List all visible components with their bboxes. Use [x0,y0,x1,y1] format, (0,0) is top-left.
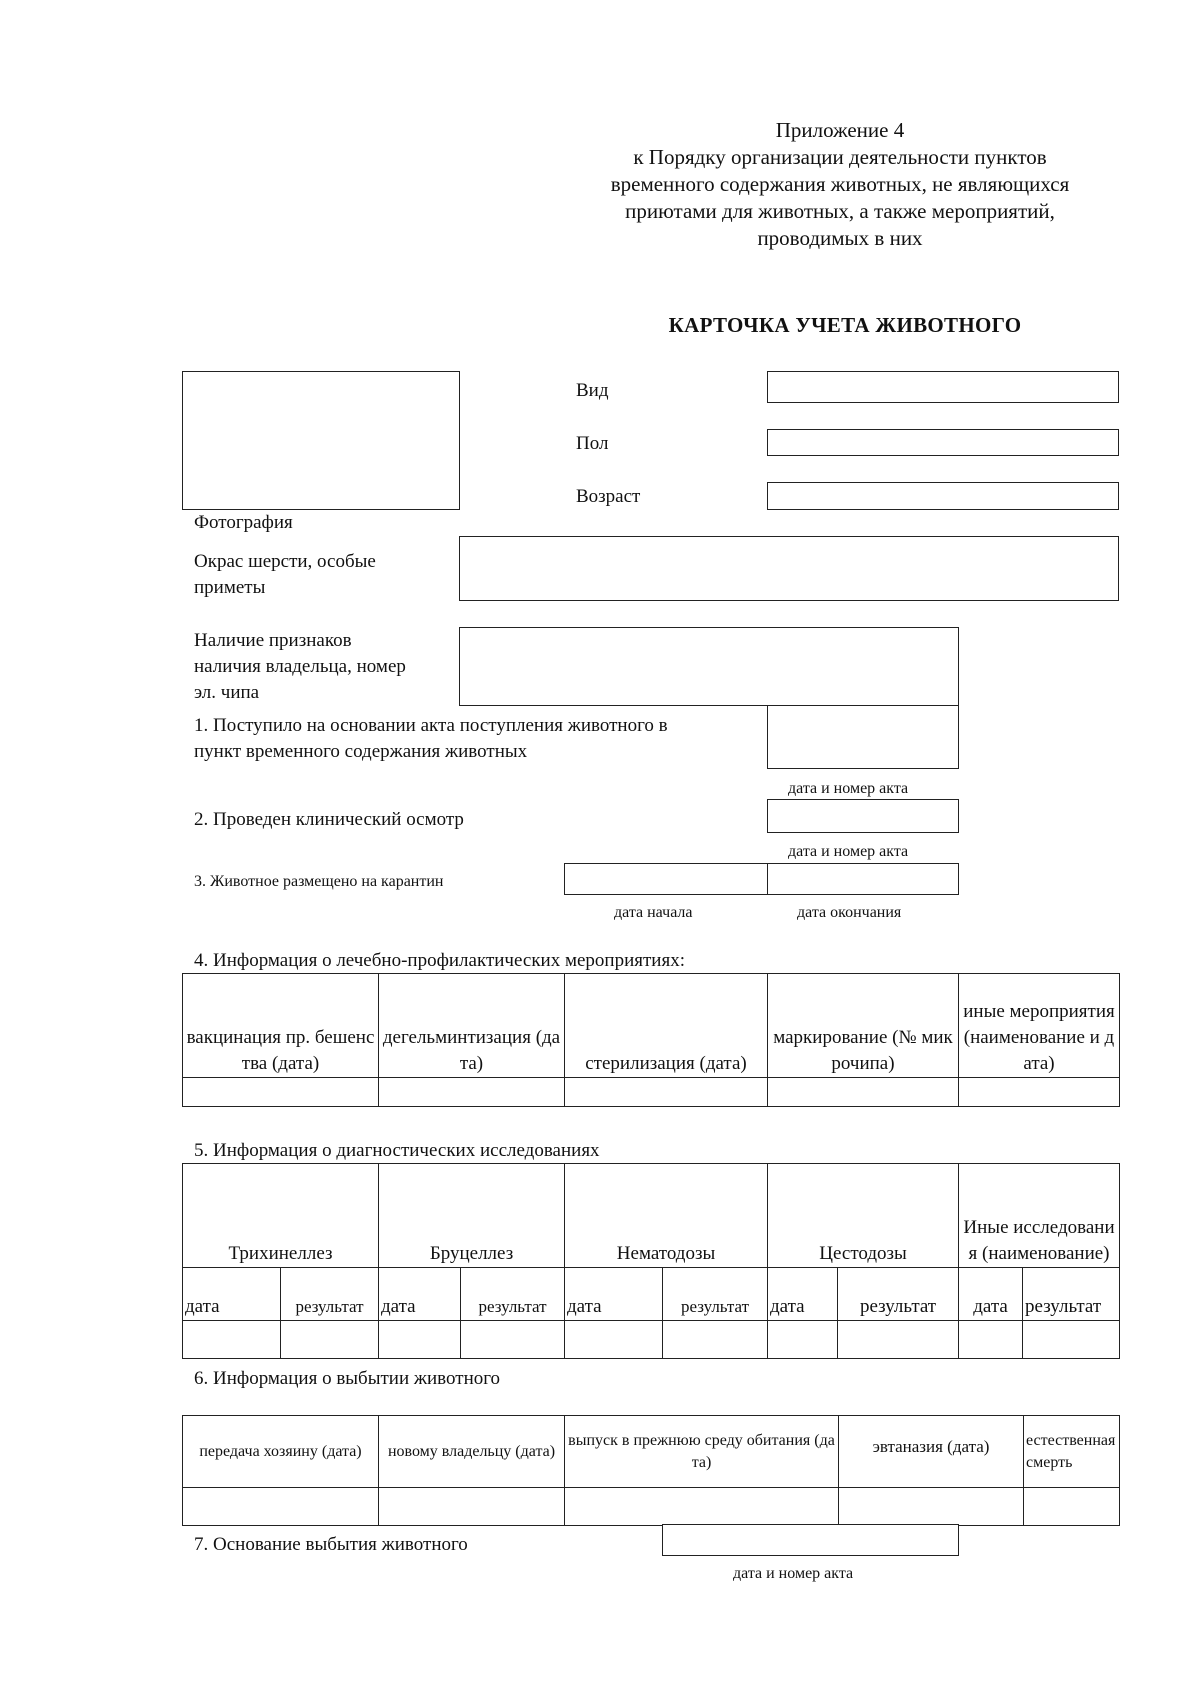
section-2-field[interactable] [767,799,959,833]
diagnostics-header: Бруцеллез [379,1164,565,1268]
disposal-header: выпуск в прежнюю среду обитания (дата) [565,1416,839,1488]
table-cell[interactable] [768,1321,838,1359]
diagnostics-header: Трихинеллез [183,1164,379,1268]
table-cell[interactable] [565,1078,768,1107]
coat-label-line: Окрас шерсти, особые [194,551,376,572]
section-1-text [194,713,668,765]
disposal-header: передача хозяину (дата) [183,1416,379,1488]
quarantine-end-caption: дата окончания [797,904,902,921]
section-7-caption: дата и номер акта [733,1565,854,1582]
age-label: Возраст [576,486,641,507]
subheader-date: дата [565,1268,663,1321]
age-field[interactable] [767,482,1119,510]
table-cell[interactable] [379,1078,565,1107]
table-cell[interactable] [183,1078,379,1107]
sex-field[interactable] [767,429,1119,456]
section-2-caption: дата и номер акта [788,843,909,860]
section-1-caption: дата и номер акта [788,780,909,797]
species-field[interactable] [767,371,1119,403]
section-4-title: 4. Информация о лечебно-профилактических мероприятиях: [194,950,685,971]
disposal-table [182,1415,1120,1526]
section-1-line: пункт временного содержания животных [194,741,528,762]
diagnostics-header: Иные исследования (наименование) [959,1164,1120,1268]
table-cell[interactable] [768,1078,959,1107]
treatment-header: дегельминтизация (дата) [379,974,565,1078]
quarantine-start-field[interactable] [564,863,768,895]
coat-label-line: приметы [194,577,266,598]
subheader-result: результат [1023,1268,1120,1321]
disposal-header: эвтаназия (дата) [839,1416,1024,1488]
table-cell[interactable] [839,1488,1024,1526]
appendix-line: проводимых в них [757,226,923,250]
section-5-title: 5. Информация о диагностических исследованиях [194,1140,600,1161]
table-cell[interactable] [838,1321,959,1359]
coat-field[interactable] [459,536,1119,601]
subheader-result: результат [281,1268,379,1321]
table-cell[interactable] [1023,1321,1120,1359]
diagnostics-table [182,1163,1120,1359]
table-cell[interactable] [565,1488,839,1526]
table-cell[interactable] [379,1321,461,1359]
appendix-line: временного содержания животных, не являющихся [610,172,1070,196]
owner-signs-line: наличия владельца, номер [194,656,406,677]
table-cell[interactable] [183,1321,281,1359]
section-7-text: 7. Основание выбытия животного [194,1534,468,1555]
owner-signs-line: эл. чипа [194,682,260,703]
treatment-table [182,973,1120,1107]
subheader-result: результат [838,1268,959,1321]
section-6-title: 6. Информация о выбытии животного [194,1368,501,1389]
owner-signs-line: Наличие признаков [194,630,352,651]
disposal-header: новому владельцу (дата) [379,1416,565,1488]
quarantine-end-field[interactable] [767,863,959,895]
table-cell[interactable] [281,1321,379,1359]
sex-label: Пол [576,433,609,454]
table-cell[interactable] [1024,1488,1120,1526]
coat-label [194,549,376,601]
subheader-date: дата [959,1268,1023,1321]
photo-label: Фотография [194,512,293,533]
appendix-line: приютами для животных, а также мероприятий, [625,199,1055,223]
subheader-date: дата [768,1268,838,1321]
section-1-line: 1. Поступило на основании акта поступления животного в [194,715,668,736]
table-cell[interactable] [565,1321,663,1359]
treatment-header: иные мероприятия (наименование и дата) [959,974,1120,1078]
treatment-header: вакцинация пр. бешенства (дата) [183,974,379,1078]
section-2-text: 2. Проведен клинический осмотр [194,809,464,830]
owner-signs-field[interactable] [459,627,959,706]
treatment-header: стерилизация (дата) [565,974,768,1078]
appendix-line: Приложение 4 [775,118,905,142]
table-cell[interactable] [379,1488,565,1526]
table-cell[interactable] [183,1488,379,1526]
owner-signs-label [194,628,406,706]
subheader-date: дата [183,1268,281,1321]
table-cell[interactable] [461,1321,565,1359]
quarantine-start-caption: дата начала [614,904,693,921]
subheader-date: дата [379,1268,461,1321]
section-1-field[interactable] [767,705,959,769]
photo-box[interactable] [182,371,460,510]
diagnostics-header: Цестодозы [768,1164,959,1268]
appendix-header [560,117,1120,252]
section-3-text: 3. Животное размещено на карантин [194,873,444,890]
appendix-line: к Порядку организации деятельности пунктов [633,145,1047,169]
table-cell[interactable] [959,1321,1023,1359]
table-cell[interactable] [663,1321,768,1359]
disposal-header: естественная смерть [1024,1416,1120,1488]
subheader-result: результат [461,1268,565,1321]
diagnostics-header: Нематодозы [565,1164,768,1268]
treatment-header: маркирование (№ микрочипа) [768,974,959,1078]
table-cell[interactable] [959,1078,1120,1107]
subheader-result: результат [663,1268,768,1321]
section-7-field[interactable] [662,1524,959,1556]
species-label: Вид [576,380,609,401]
document-title: КАРТОЧКА УЧЕТА ЖИВОТНОГО [668,313,1022,337]
